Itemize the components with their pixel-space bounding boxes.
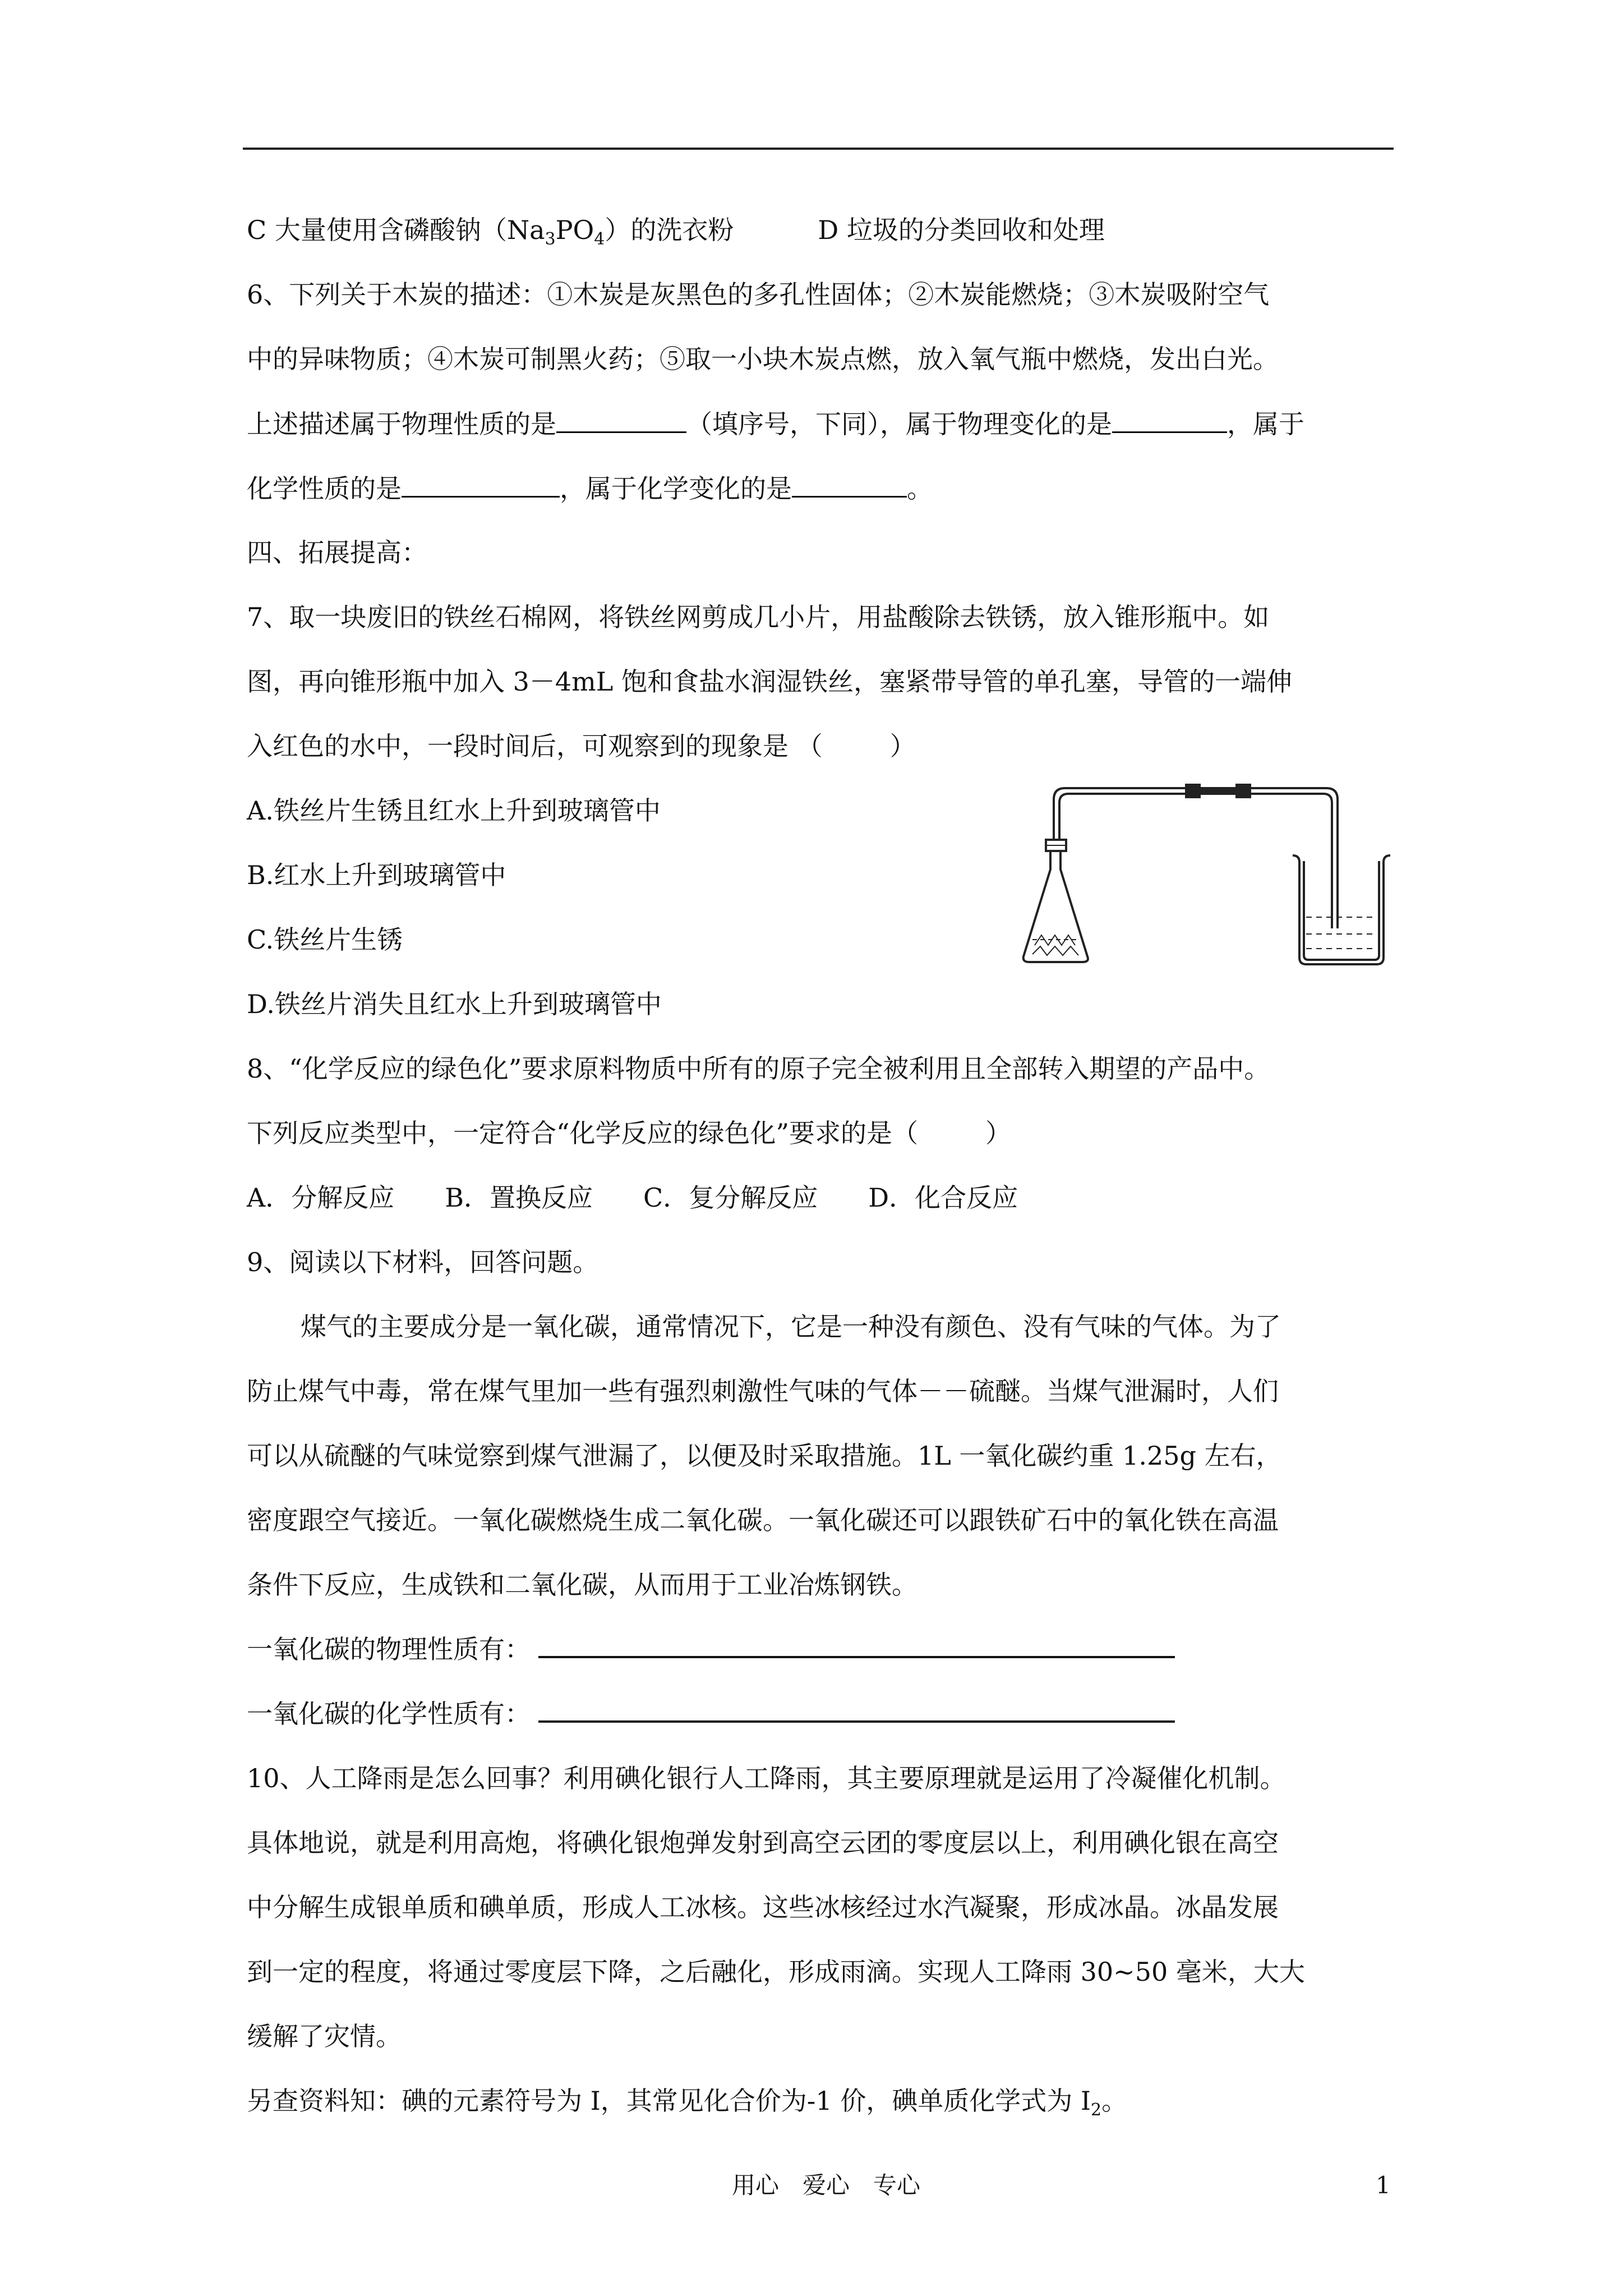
- answer-line-physical[interactable]: [538, 1634, 1175, 1658]
- q9-paragraph-line: 密度跟空气接近。一氧化碳燃烧生成二氧化碳。一氧化碳还可以跟铁矿石中的氧化铁在高温: [247, 1505, 1279, 1535]
- q10-line: 到一定的程度，将通过零度层下降，之后融化，形成雨滴。实现人工降雨 30~50 毫米，大大: [247, 1957, 1305, 1987]
- q10-line: 10、人工降雨是怎么回事？利用碘化银行人工降雨，其主要原理就是运用了冷凝催化机制。: [247, 1763, 1286, 1793]
- q7-option-c: C.铁丝片生锈: [247, 924, 403, 955]
- q6-line-1: 6、下列关于木炭的描述：①木炭是灰黑色的多孔性固体；②木炭能燃烧；③木炭吸附空气: [247, 279, 1270, 310]
- q7-option-b: B.红水上升到玻璃管中: [247, 860, 506, 890]
- q9-chemical-prompt: 一氧化碳的化学性质有：: [247, 1697, 1175, 1731]
- q10-line: 另查资料知：碘的元素符号为 I，其常见化合价为-1 价，碘单质化学式为 $I_2$。: [247, 2086, 1128, 2120]
- glass-tube: [1054, 788, 1338, 928]
- q7-option-d: D.铁丝片消失且红水上升到玻璃管中: [247, 989, 662, 1019]
- answer-blank-physical-change[interactable]: [1112, 407, 1227, 433]
- iron-wire: [1032, 935, 1078, 955]
- q6-line-3: 上述描述属于物理性质的是 （填序号，下同），属于物理变化的是 ，属于: [247, 407, 1304, 441]
- q5-option-c: C 大量使用含磷酸钠$(Na_3PO_4)$的洗衣粉: [247, 215, 734, 250]
- answer-blank-chemical-change[interactable]: [792, 471, 907, 498]
- q9-paragraph-line: 条件下反应，生成铁和二氧化碳，从而用于工业冶炼钢铁。: [247, 1570, 917, 1600]
- q9-paragraph-line: 煤气的主要成分是一氧化碳，通常情况下，它是一种没有颜色、没有气味的气体。为了: [301, 1312, 1281, 1342]
- q8-options-line: [247, 1181, 1018, 1214]
- q8-line-1: 8、“化学反应的绿色化”要求原料物质中所有的原子完全被利用且全部转入期望的产品中。: [247, 1053, 1270, 1084]
- q9-physical-prompt: 一氧化碳的物理性质有：: [247, 1632, 1175, 1666]
- q6-line-2: 中的异味物质；④木炭可制黑火药；⑤取一小块木炭点燃，放入氧气瓶中燃烧，发出白光。: [247, 344, 1279, 374]
- q8-option-c: C．复分解反应: [643, 1182, 818, 1213]
- q5-options-line: [247, 213, 1105, 256]
- q7-option-a: A.铁丝片生锈且红水上升到玻璃管中: [247, 795, 661, 826]
- q8-option-a: A．分解反应: [247, 1182, 395, 1213]
- section-heading: 四、拓展提高：: [247, 537, 427, 568]
- q9-paragraph-line: 防止煤气中毒，常在煤气里加一些有强烈刺激性气味的气体－－硫醚。当煤气泄漏时，人们: [247, 1376, 1279, 1406]
- page-number: 1: [1376, 2171, 1391, 2199]
- page-footer: 用心 爱心 专心: [732, 2171, 921, 2199]
- q10-line: 具体地说，就是利用高炮，将碘化银炮弹发射到高空云团的零度层以上，利用碘化银在高空: [247, 1828, 1279, 1858]
- apparatus-figure: [1012, 777, 1394, 979]
- answer-blank-chemical-property[interactable]: [402, 471, 560, 498]
- q5-option-d: D 垃圾的分类回收和处理: [818, 215, 1105, 245]
- conical-flask: [1023, 841, 1088, 962]
- q8-option-d: D．化合反应: [868, 1182, 1018, 1213]
- beaker: [1293, 855, 1390, 964]
- rubber-joint: [1186, 785, 1200, 797]
- q10-line: 中分解生成银单质和碘单质，形成人工冰核。这些冰核经过水汽凝聚，形成冰晶。冰晶发展: [247, 1892, 1279, 1922]
- q7-line-2: 图，再向锥形瓶中加入 3－4mL 饱和食盐水润湿铁丝，塞紧带导管的单孔塞，导管的一端伸: [247, 666, 1292, 697]
- header-rule: [243, 148, 1394, 150]
- q6-line-4: 化学性质的是 ，属于化学变化的是 。: [247, 471, 933, 505]
- q8-line-2: 下列反应类型中，一定符合“化学反应的绿色化”要求的是（ ）: [247, 1118, 1012, 1148]
- answer-line-chemical[interactable]: [538, 1698, 1175, 1723]
- answer-blank-physical-property[interactable]: [556, 407, 686, 433]
- q7-line-1: 7、取一块废旧的铁丝石棉网，将铁丝网剪成几小片，用盐酸除去铁锈，放入锥形瓶中。如: [247, 602, 1270, 632]
- q8-option-b: B．置换反应: [445, 1182, 593, 1213]
- q10-line: 缓解了灾情。: [247, 2021, 402, 2051]
- q9-paragraph-line: 可以从硫醚的气味觉察到煤气泄漏了，以便及时采取措施。1L 一氧化碳约重 1.25g 左右，: [247, 1441, 1282, 1471]
- q7-line-3: 入红色的水中，一段时间后，可观察到的现象是 （ ）: [247, 731, 916, 761]
- q9-line-1: 9、阅读以下材料，回答问题。: [247, 1247, 599, 1277]
